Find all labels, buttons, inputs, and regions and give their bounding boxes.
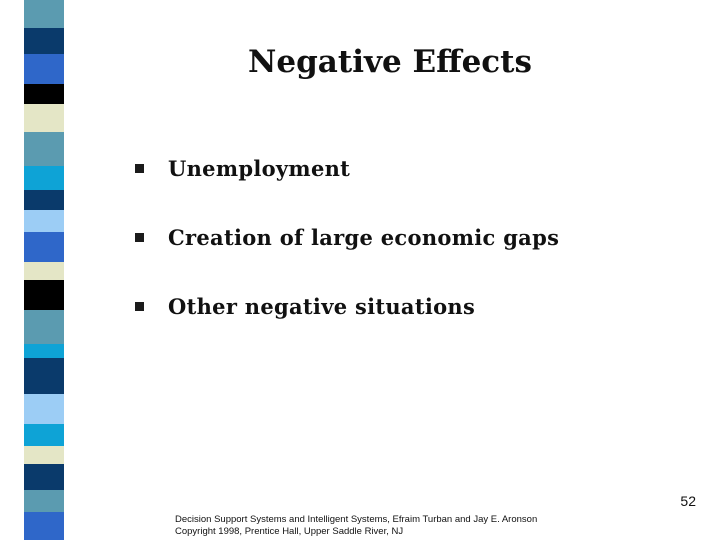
square-bullet-icon — [135, 164, 144, 173]
page-number: 52 — [680, 493, 696, 509]
bullet-text: Other negative situations — [168, 293, 476, 319]
slide-title: Negative Effects — [248, 44, 532, 80]
footer-line-1: Decision Support Systems and Intelligent Systems, Efraim Turban and Jay E. Aronson — [175, 514, 538, 525]
bullet-text: Creation of large economic gaps — [168, 224, 560, 250]
square-bullet-icon — [135, 302, 144, 311]
decorative-color-stripe — [24, 0, 64, 540]
footer-citation — [175, 514, 537, 538]
footer-line-2: Copyright 1998, Prentice Hall, Upper Saddle River, NJ — [175, 526, 404, 537]
bullet-item — [135, 288, 675, 324]
bullet-item — [135, 150, 675, 186]
bullet-item — [135, 219, 675, 255]
bullet-text: Unemployment — [168, 155, 351, 181]
square-bullet-icon — [135, 233, 144, 242]
